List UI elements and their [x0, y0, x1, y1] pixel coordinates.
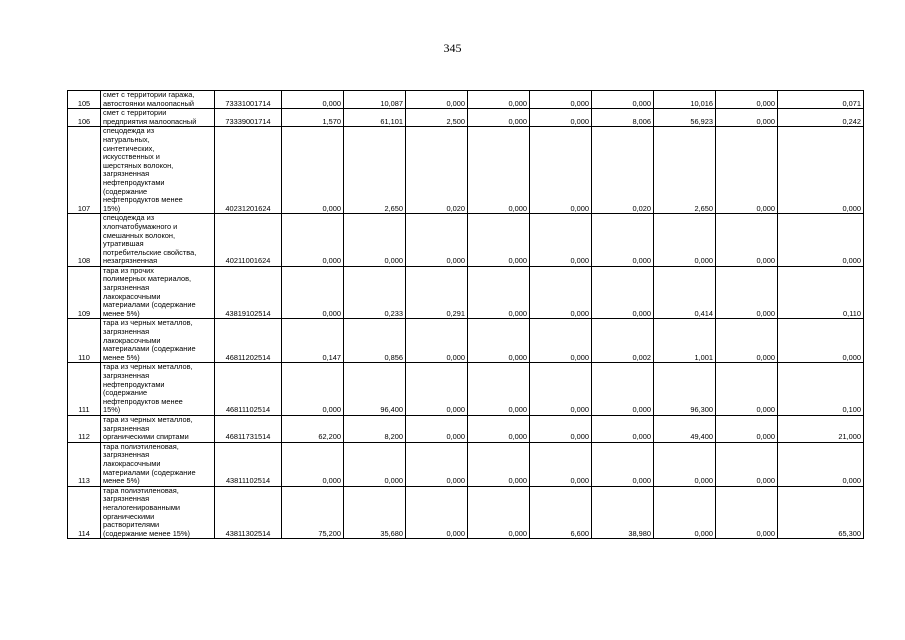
- value-cell: 56,923: [654, 109, 716, 127]
- table-row: [68, 109, 864, 127]
- value-cell: 96,400: [344, 363, 406, 416]
- value-cell: 0,000: [778, 214, 864, 267]
- value-cell: 0,000: [592, 363, 654, 416]
- value-cell: 0,000: [282, 214, 344, 267]
- value-cell: 0,000: [716, 109, 778, 127]
- value-cell: 2,650: [344, 127, 406, 214]
- value-cell: 62,200: [282, 415, 344, 442]
- value-cell: 0,110: [778, 266, 864, 319]
- value-cell: 0,000: [282, 127, 344, 214]
- value-cell: 0,000: [530, 214, 592, 267]
- value-cell: 0,000: [530, 363, 592, 416]
- waste-code: 73331001714: [215, 91, 282, 109]
- value-cell: 0,000: [468, 319, 530, 363]
- value-cell: 2,650: [654, 127, 716, 214]
- value-cell: 0,000: [468, 266, 530, 319]
- waste-code: 43811102514: [215, 442, 282, 486]
- value-cell: 65,300: [778, 486, 864, 539]
- value-cell: 0,000: [530, 109, 592, 127]
- value-cell: 0,000: [778, 442, 864, 486]
- value-cell: 0,020: [592, 127, 654, 214]
- waste-name: смет с территории предприятия малоопасный: [101, 109, 215, 127]
- table-row: [68, 266, 864, 319]
- value-cell: 1,001: [654, 319, 716, 363]
- value-cell: 0,000: [716, 214, 778, 267]
- value-cell: 0,000: [716, 127, 778, 214]
- value-cell: 38,980: [592, 486, 654, 539]
- table-row: [68, 415, 864, 442]
- value-cell: 0,000: [468, 214, 530, 267]
- value-cell: 0,000: [406, 319, 468, 363]
- value-cell: 21,000: [778, 415, 864, 442]
- waste-code: 40231201624: [215, 127, 282, 214]
- table-row: [68, 319, 864, 363]
- value-cell: 2,500: [406, 109, 468, 127]
- value-cell: 0,000: [406, 91, 468, 109]
- value-cell: 0,071: [778, 91, 864, 109]
- value-cell: 10,087: [344, 91, 406, 109]
- value-cell: 0,856: [344, 319, 406, 363]
- row-number: 106: [68, 109, 101, 127]
- value-cell: 0,000: [530, 127, 592, 214]
- value-cell: 0,000: [716, 319, 778, 363]
- row-number: 110: [68, 319, 101, 363]
- value-cell: 0,000: [282, 442, 344, 486]
- value-cell: 0,000: [468, 415, 530, 442]
- waste-name: спецодежда из натуральных, синтетических, искусственных и шерстяных волокон, загрязненная нефтепродуктами (содержание нефтепродуктов менее 15%): [101, 127, 215, 214]
- table-row: [68, 214, 864, 267]
- value-cell: 0,000: [468, 486, 530, 539]
- value-cell: 0,000: [468, 91, 530, 109]
- waste-name: тара полиэтиленовая, загрязненная негалогенированными органическими растворителями (содержание менее 15%): [101, 486, 215, 539]
- value-cell: 0,000: [406, 442, 468, 486]
- waste-name: смет с территории гаража, автостоянки малоопасный: [101, 91, 215, 109]
- value-cell: 0,000: [530, 266, 592, 319]
- waste-name: тара из черных металлов, загрязненная органическими спиртами: [101, 415, 215, 442]
- value-cell: 0,002: [592, 319, 654, 363]
- table-row: [68, 486, 864, 539]
- value-cell: 0,000: [654, 442, 716, 486]
- waste-code: 46811102514: [215, 363, 282, 416]
- value-cell: 0,000: [282, 363, 344, 416]
- value-cell: 0,242: [778, 109, 864, 127]
- value-cell: 0,000: [468, 442, 530, 486]
- value-cell: 0,000: [716, 91, 778, 109]
- value-cell: 0,000: [716, 442, 778, 486]
- value-cell: 0,000: [344, 442, 406, 486]
- row-number: 112: [68, 415, 101, 442]
- value-cell: 0,000: [592, 415, 654, 442]
- value-cell: 96,300: [654, 363, 716, 416]
- value-cell: 0,000: [406, 214, 468, 267]
- waste-name: спецодежда из хлопчатобумажного и смешанных волокон, утратившая потребительские свойства, незагрязненная: [101, 214, 215, 267]
- value-cell: 0,000: [716, 486, 778, 539]
- value-cell: 0,000: [406, 363, 468, 416]
- waste-code: 46811731514: [215, 415, 282, 442]
- value-cell: 10,016: [654, 91, 716, 109]
- value-cell: 1,570: [282, 109, 344, 127]
- value-cell: 6,600: [530, 486, 592, 539]
- value-cell: 0,000: [716, 266, 778, 319]
- table-row: [68, 91, 864, 109]
- value-cell: 0,000: [468, 109, 530, 127]
- value-cell: 0,000: [592, 214, 654, 267]
- value-cell: 0,000: [654, 214, 716, 267]
- row-number: 108: [68, 214, 101, 267]
- value-cell: 0,147: [282, 319, 344, 363]
- waste-code: 73339001714: [215, 109, 282, 127]
- value-cell: 0,000: [778, 127, 864, 214]
- value-cell: 49,400: [654, 415, 716, 442]
- waste-table: [67, 90, 864, 539]
- row-number: 109: [68, 266, 101, 319]
- value-cell: 0,000: [406, 415, 468, 442]
- value-cell: 0,000: [530, 91, 592, 109]
- row-number: 113: [68, 442, 101, 486]
- row-number: 105: [68, 91, 101, 109]
- value-cell: 0,000: [406, 486, 468, 539]
- waste-code: 40211001624: [215, 214, 282, 267]
- value-cell: 0,000: [468, 363, 530, 416]
- value-cell: 0,000: [592, 91, 654, 109]
- value-cell: 0,000: [778, 319, 864, 363]
- value-cell: 0,020: [406, 127, 468, 214]
- value-cell: 0,000: [468, 127, 530, 214]
- row-number: 111: [68, 363, 101, 416]
- value-cell: 0,000: [344, 214, 406, 267]
- value-cell: 61,101: [344, 109, 406, 127]
- value-cell: 75,200: [282, 486, 344, 539]
- value-cell: 0,000: [282, 91, 344, 109]
- value-cell: 0,000: [592, 266, 654, 319]
- value-cell: 0,000: [530, 415, 592, 442]
- waste-code: 46811202514: [215, 319, 282, 363]
- waste-code: 43819102514: [215, 266, 282, 319]
- waste-name: тара из прочих полимерных материалов, загрязненная лакокрасочными материалами (содержание менее 5%): [101, 266, 215, 319]
- value-cell: 8,200: [344, 415, 406, 442]
- value-cell: 0,233: [344, 266, 406, 319]
- value-cell: 0,000: [282, 266, 344, 319]
- value-cell: 0,000: [530, 442, 592, 486]
- row-number: 107: [68, 127, 101, 214]
- value-cell: 8,006: [592, 109, 654, 127]
- value-cell: 0,000: [716, 363, 778, 416]
- table-row: [68, 127, 864, 214]
- waste-name: тара из черных металлов, загрязненная лакокрасочными материалами (содержание менее 5%): [101, 319, 215, 363]
- value-cell: 0,000: [530, 319, 592, 363]
- value-cell: 0,291: [406, 266, 468, 319]
- table-row: [68, 363, 864, 416]
- table-body: [68, 91, 864, 539]
- value-cell: 0,414: [654, 266, 716, 319]
- page-number: 345: [443, 41, 462, 55]
- value-cell: 0,100: [778, 363, 864, 416]
- value-cell: 0,000: [592, 442, 654, 486]
- table-row: [68, 442, 864, 486]
- row-number: 114: [68, 486, 101, 539]
- value-cell: 0,000: [716, 415, 778, 442]
- waste-name: тара полиэтиленовая, загрязненная лакокрасочными материалами (содержание менее 5%): [101, 442, 215, 486]
- value-cell: 0,000: [654, 486, 716, 539]
- value-cell: 35,680: [344, 486, 406, 539]
- waste-name: тара из черных металлов, загрязненная нефтепродуктами (содержание нефтепродуктов менее 15%): [101, 363, 215, 416]
- waste-code: 43811302514: [215, 486, 282, 539]
